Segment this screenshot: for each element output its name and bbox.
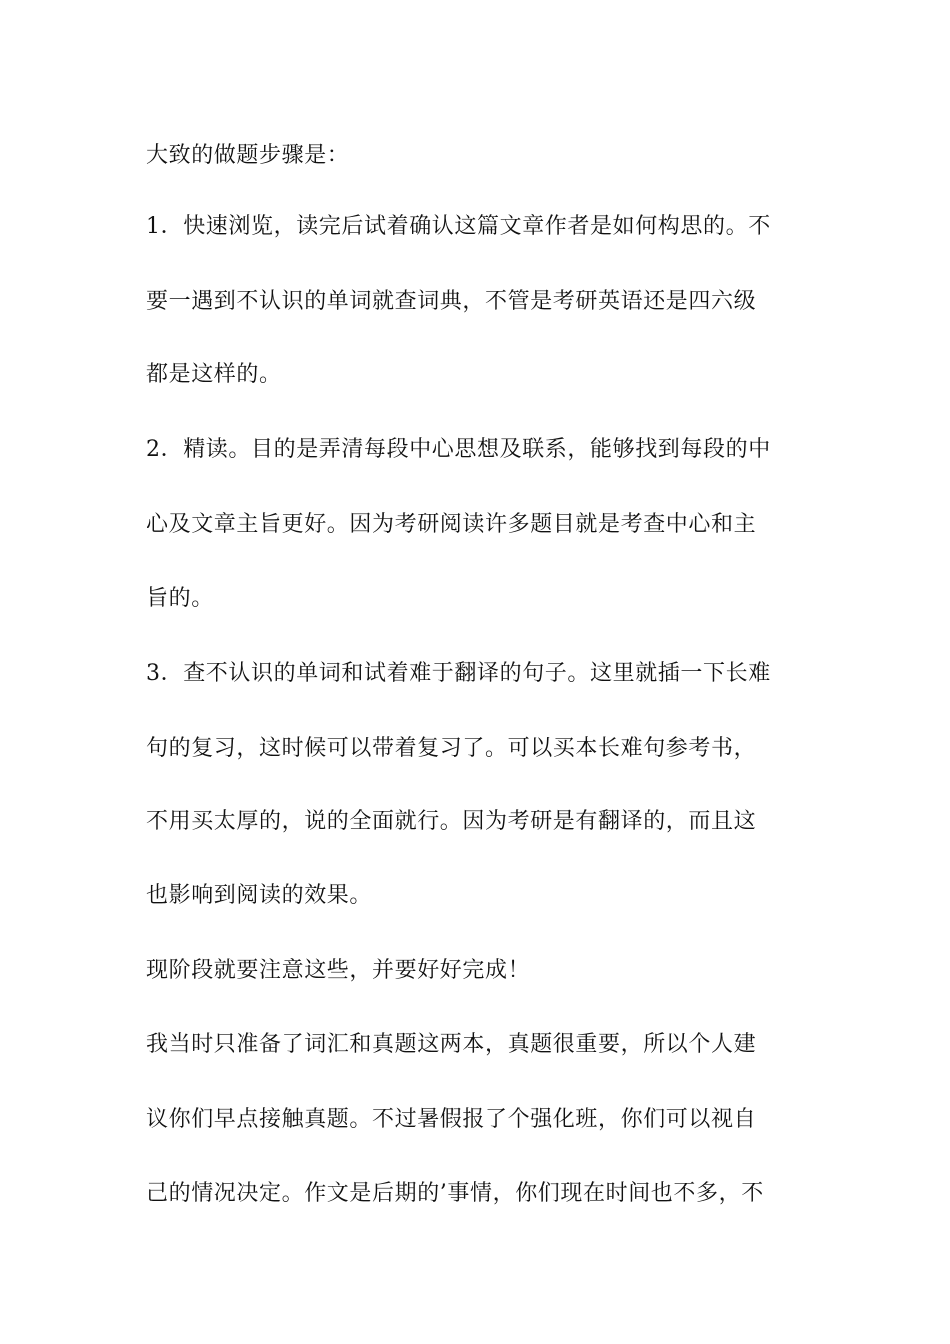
- text-line: 都是这样的。: [146, 362, 282, 387]
- text-line: 不用买太厚的，说的全面就行。因为考研是有翻译的，而且这: [146, 809, 757, 834]
- text-line: 己的情况决定。作文是后期的’事情，你们现在时间也不多，不: [146, 1181, 764, 1206]
- text-line: 我当时只准备了词汇和真题这两本，真题很重要，所以个人建: [146, 1032, 757, 1057]
- text-line: 旨的。: [146, 586, 214, 611]
- text-line: 2．精读。目的是弄清每段中心思想及联系，能够找到每段的中: [146, 437, 771, 462]
- text-line: 要一遇到不认识的单词就查词典，不管是考研英语还是四六级: [146, 289, 757, 314]
- text-line: 也影响到阅读的效果。: [146, 883, 373, 908]
- text-line: 句的复习，这时候可以带着复习了。可以买本长难句参考书，: [146, 736, 757, 761]
- text-line: 3．查不认识的单词和试着难于翻译的句子。这里就插一下长难: [146, 661, 771, 686]
- text-line: 1．快速浏览，读完后试着确认这篇文章作者是如何构思的。不: [146, 214, 771, 239]
- text-line: 议你们早点接触真题。不过暑假报了个强化班，你们可以视自: [146, 1107, 757, 1132]
- text-line: 现阶段就要注意这些，并要好好完成！: [146, 958, 531, 983]
- text-line: 大致的做题步骤是：: [146, 143, 350, 168]
- text-line: 心及文章主旨更好。因为考研阅读许多题目就是考查中心和主: [146, 512, 757, 537]
